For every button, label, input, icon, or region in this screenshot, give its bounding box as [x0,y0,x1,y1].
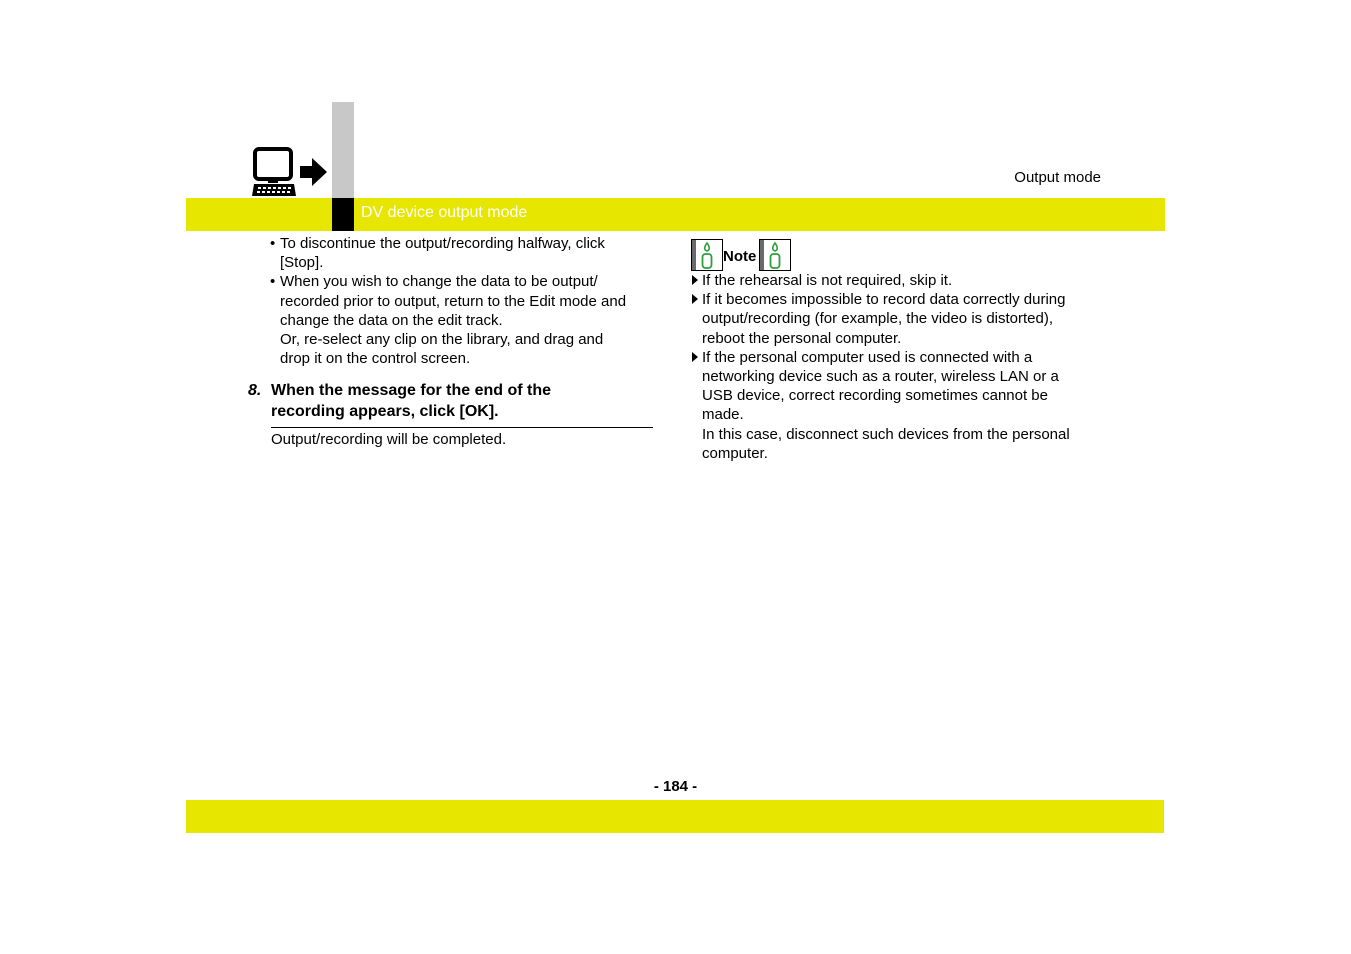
running-head: Output mode [1014,169,1101,186]
left-column [270,234,654,368]
note-line: networking device such as a router, wireless LAN or a [702,368,1059,386]
step-number: 8. [248,382,262,399]
bullet-line: Or, re-select any clip on the library, and drag and [280,331,604,349]
footer-bar [186,800,1164,833]
note-line: In this case, disconnect such devices from the personal [702,425,1070,443]
bullet-line: [Stop]. [280,254,324,272]
page-number: - 184 - [653,778,698,795]
note-line: If the personal computer used is connected with a [702,348,1033,366]
triangle-bullet-icon [692,275,698,285]
bullet-line: When you wish to change the data to be output/ [280,273,598,291]
triangle-bullet-icon [692,352,698,362]
bullet-item [270,272,654,368]
bullet-item [270,234,654,272]
header-gray-tab [332,102,354,198]
triangle-bullet-icon [692,294,698,304]
note-line: computer. [702,444,768,462]
note-item [691,271,1111,290]
bullet-line: recorded prior to output, return to the Edit mode and [280,292,627,310]
candle-note-icon [691,239,723,271]
note-heading [691,239,801,272]
note-item [691,290,1111,348]
step-line: When the message for the end of the [271,382,552,399]
section-header-tab [332,198,354,231]
step-line: recording appears, click [OK]. [271,403,499,420]
step-divider [271,427,653,428]
bullet-line: drop it on the control screen. [280,350,471,368]
note-list [691,271,1111,463]
note-line: output/recording (for example, the video is distorted), [702,310,1054,328]
bullet-line: change the data on the edit track. [280,311,503,329]
bullet-marker: • [270,235,276,252]
computer-output-icon [250,146,330,200]
note-line: reboot the personal computer. [702,329,902,347]
bullet-line: To discontinue the output/recording halfway, click [280,235,605,252]
step-result: Output/recording will be completed. [271,431,507,448]
note-label: Note [723,248,757,265]
note-line: made. [702,406,744,424]
candle-note-icon [759,239,791,271]
note-line: If the rehearsal is not required, skip it. [702,272,953,289]
note-line: USB device, correct recording sometimes cannot be [702,387,1048,405]
step-instruction [271,380,651,422]
note-item [691,348,1111,463]
section-title: DV device output mode [361,204,528,221]
note-line: If it becomes impossible to record data correctly during [702,291,1066,309]
bullet-marker: • [270,273,276,291]
